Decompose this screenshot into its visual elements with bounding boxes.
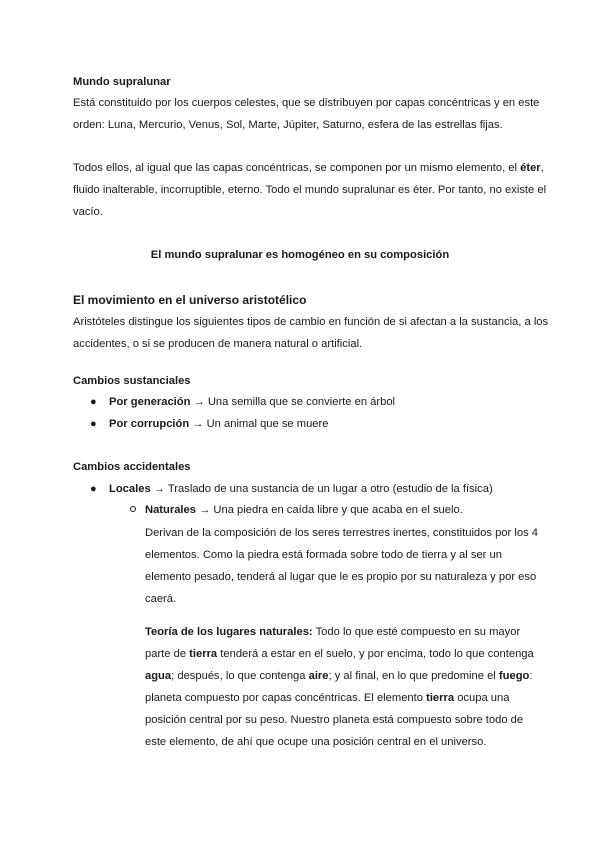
paragraph-line: Todos ellos, al igual que las capas concéntricas, se componen por un mismo elemento, el éter, [73, 162, 544, 174]
paragraph-line: fluido inalterable, incorruptible, eterno. Todo el mundo supralunar es éter. Por tanto, no existe el [73, 184, 547, 196]
paragraph-line: Está constituido por los cuerpos celestes, que se distribuyen por capas concéntricas y en este [73, 97, 540, 109]
sub-bullet-icon [130, 506, 136, 512]
bullet-icon: ● [90, 483, 97, 495]
paragraph-line: parte de tierra tenderá a estar en el suelo, y por encima, todo lo que contenga [145, 648, 534, 660]
paragraph-line: posición central por su peso. Nuestro planeta está compuesto sobre todo de [145, 714, 524, 726]
paragraph-line: este elemento, de ahí que ocupe una posición central en el universo. [145, 736, 487, 748]
bullet-icon: ● [90, 418, 97, 430]
heading-cambios-accidentales: Cambios accidentales [73, 461, 191, 473]
heading-movimiento: El movimiento en el universo aristotélico [73, 293, 307, 307]
paragraph-line: Aristóteles distingue los siguientes tipos de cambio en función de si afectan a la sustancia, a los [73, 316, 549, 328]
paragraph-line: vacío. [73, 206, 103, 218]
list-item-locales: Locales → Traslado de una sustancia de un lugar a otro (estudio de la física) [109, 483, 493, 495]
paragraph-line: Derivan de la composición de los seres terrestres inertes, constituidos por los 4 [145, 527, 538, 539]
paragraph-line: agua; después, lo que contenga aire; y al final, en lo que predomine el fuego: [145, 670, 533, 682]
centered-statement: El mundo supralunar es homogéneo en su composición [150, 249, 450, 261]
heading-cambios-sustanciales: Cambios sustanciales [73, 375, 191, 387]
list-item: Por corrupción → Un animal que se muere [109, 418, 329, 430]
paragraph-line: elementos. Como la piedra está formada sobre todo de tierra y al ser un [145, 549, 502, 561]
paragraph-line: orden: Luna, Mercurio, Venus, Sol, Marte, Júpiter, Saturno, esfera de las estrellas fijas. [73, 119, 503, 131]
bullet-icon: ● [90, 396, 97, 408]
paragraph-line: planeta compuesto por capas concéntricas. El elemento tierra ocupa una [145, 692, 510, 704]
paragraph-line: Teoría de los lugares naturales: Todo lo que esté compuesto en su mayor [145, 626, 521, 638]
list-item-naturales: Naturales → Una piedra en caída libre y que acaba en el suelo. [145, 504, 463, 516]
paragraph-line: elemento pesado, tenderá al lugar que le es propio por su naturaleza y por eso [145, 571, 537, 583]
list-item: Por generación → Una semilla que se convierte en árbol [109, 396, 396, 408]
heading-mundo-supralunar: Mundo supralunar [73, 76, 171, 88]
paragraph-line: accidentes, o si se producen de manera natural o artificial. [73, 338, 363, 350]
paragraph-line: caerá. [145, 593, 177, 605]
